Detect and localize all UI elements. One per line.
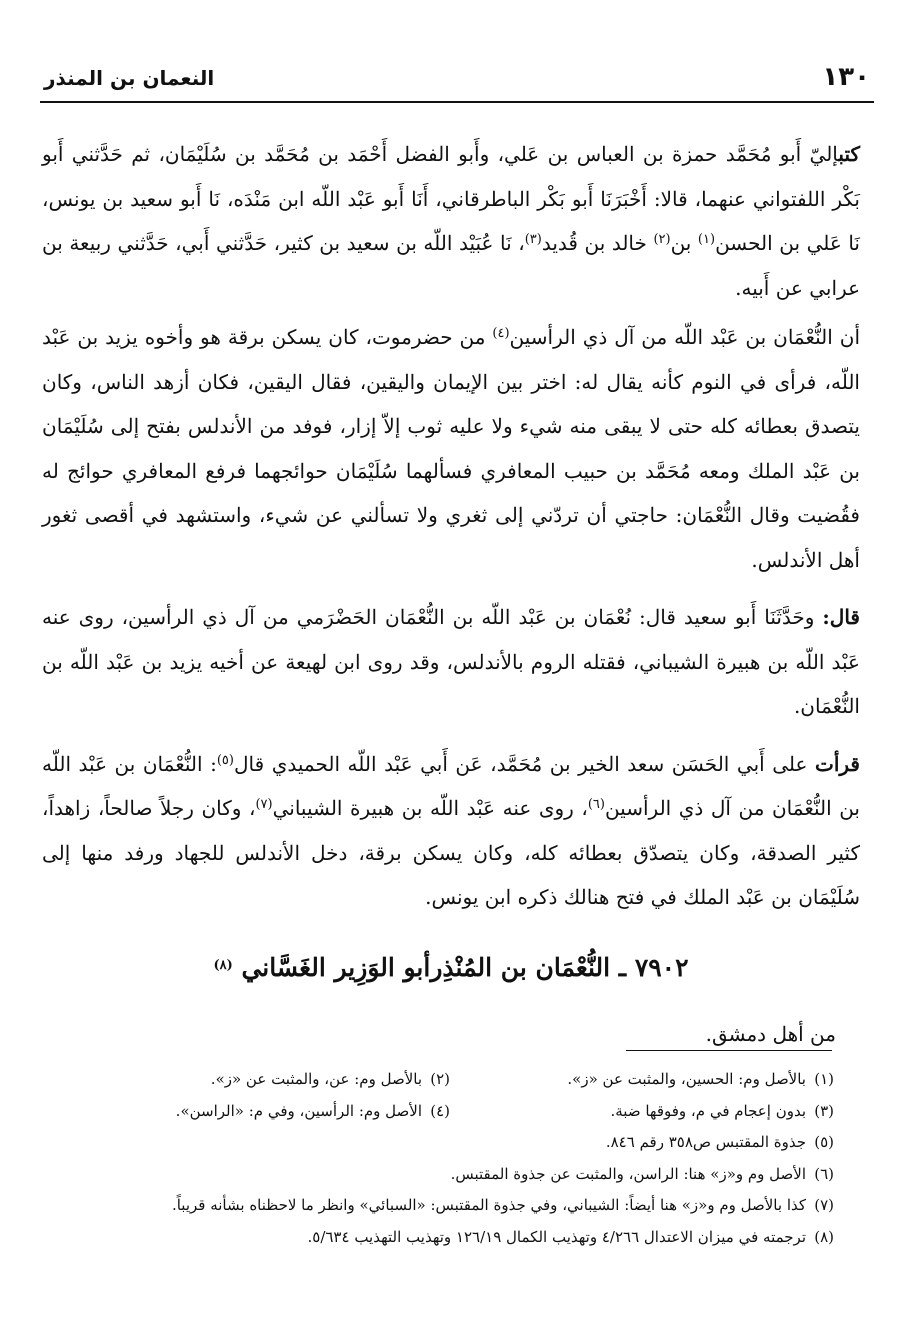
footnote-3 xyxy=(450,1096,834,1128)
footnote-text: كذا بالأصل وم و«ز» هنا أيضاً: الشيباني، وفي جذوة المقتبس: «السبائي» وانظر ما لاحظناه بشأنه قريباً. xyxy=(171,1196,806,1214)
paragraph-text: ، وكان رجلاً صالحاً، زاهداً، كثير الصدقة، وكان يتصدّق بعطائه كله، وكان يسكن برقة، دخل الأندلس للجهاد ورفد منها إلى سُلَيْمَان بن عَبْد الملك في فتح هنالك ذكره ابن يونس. xyxy=(42,796,860,909)
footnote-number: (٤) xyxy=(430,1101,450,1120)
paragraph-text: : النُّعْمَان بن عَبْد اللّه بن النُّعْمَان من آل ذي الرأسين xyxy=(42,751,860,820)
footnote-number: (٢) xyxy=(430,1070,450,1088)
footnote-ref-1: (١) xyxy=(697,232,716,247)
footnote-ref-7: (٧) xyxy=(255,797,273,812)
footnote-7 xyxy=(66,1190,834,1222)
footnote-2 xyxy=(66,1064,450,1096)
footnote-number: (٨) xyxy=(814,1227,834,1246)
footnote-ref-5: (٥) xyxy=(216,752,234,768)
footnote-ref-8: (٨) xyxy=(213,957,233,973)
paragraph-text: خالد بن قُديد xyxy=(541,231,654,255)
entry-title xyxy=(42,944,860,992)
footnote-ref-4: (٤) xyxy=(492,326,510,341)
paragraph-lead: قرأت xyxy=(815,751,860,776)
footnote-4 xyxy=(66,1096,450,1128)
main-text xyxy=(42,132,860,1052)
footnote-text: بالأصل وم: الحسين، والمثبت عن «ز». xyxy=(567,1070,806,1088)
paragraph-text: أن النُّعْمَان بن عَبْد اللّه من آل ذي الرأسين xyxy=(509,325,861,349)
paragraph-text: ، روى عنه عَبْد اللّه بن هبيرة الشيباني xyxy=(272,796,588,820)
footnote-number: (٦) xyxy=(814,1164,834,1183)
footnote-ref-3: (٣) xyxy=(524,232,542,247)
footnote-number: (٥) xyxy=(814,1133,834,1151)
footnote-text: بالأصل وم: عن، والمثبت عن «ز». xyxy=(210,1070,422,1088)
paragraph-text: من حضرموت، كان يسكن برقة هو وأخوه يزيد بن عَبْد اللّه، فرأى في النوم كأنه يقال له: اختر بين الإيمان واليقين، فقال اليقين، فكان أزهد الناس، وكان يتصدق بعطائه كله حتى لا يبقى منه شيء ولا عليه ثوب إلاّ إزار، فوفد من الأندلس بفتح إلى سُلَيْمَان بن عَبْد الملك ومعه مُحَمَّد بن حبيب المعافري فسألهما سُلَيْمَان حوائجهما فرفع المعافري حوائج له فقُضيت وقال النُّعْمَان: حاجتي أن تردّني إلى ثغري ولا تسألني عن شيء، واستشهد في أقصى ثغور أهل الأندلس. xyxy=(42,325,860,572)
paragraph-lead: كتب xyxy=(838,142,860,166)
footnote-text: الأصل وم و«ز» هنا: الراسن، والمثبت عن جذوة المقتبس. xyxy=(450,1164,806,1183)
page-number: ١٣٠ xyxy=(822,62,870,92)
footnote-text: ترجمته في ميزان الاعتدال ٤/٢٦٦ وتهذيب الكمال ١٢٦/١٩ وتهذيب التهذيب ٥/٦٣٤. xyxy=(307,1227,806,1246)
paragraph-text: بن xyxy=(670,231,698,255)
paragraph-lead: قال: xyxy=(822,605,860,629)
footnote-8 xyxy=(66,1222,834,1254)
footnote-ref-6: (٦) xyxy=(587,797,605,812)
footnote-number: (١) xyxy=(814,1070,834,1088)
entry-title-text: ٧٩٠٢ ـ النُّعْمَان بن المُنْذِرأبو الوَزِير الغَسَّاني xyxy=(241,952,689,982)
footnote-1 xyxy=(450,1064,834,1096)
footnotes xyxy=(66,1064,834,1253)
footnote-text: بدون إعجام في م، وفوقها ضبة. xyxy=(610,1101,806,1120)
paragraph-qaratu xyxy=(42,742,860,920)
footnote-row xyxy=(66,1096,834,1128)
running-header xyxy=(40,58,874,102)
footnote-text: جذوة المقتبس ص٣٥٨ رقم ٨٤٦. xyxy=(605,1133,806,1151)
header-divider xyxy=(40,101,874,103)
footnote-ref-2: (٢) xyxy=(653,232,671,247)
footnote-number: (٣) xyxy=(814,1101,834,1120)
running-title: النعمان بن المنذر xyxy=(44,66,215,90)
footnote-6 xyxy=(66,1159,834,1191)
footnote-row xyxy=(66,1064,834,1096)
entry-origin: من أهل دمشق. xyxy=(705,1021,836,1046)
paragraph-text: ، نَا عُبَيْد اللّه بن سعيد بن كثير، حَدَّثني أَبي، حَدَّثني ربيعة بن عرابي عن أَبيه. xyxy=(42,231,860,300)
paragraph-text: على أَبي الحَسَن سعد الخير بن مُحَمَّد، عَن أَبي عَبْد اللّه الحميدي قال xyxy=(233,751,815,776)
paragraph-qala xyxy=(42,595,860,729)
paragraph-text: وحَدَّثَنَا أَبو سعيد قال: نُعْمَان بن عَبْد اللّه بن النُّعْمَان الحَضْرَمي من آل ذي الرأسين، روى عنه عَبْد اللّه بن هبيرة الشيباني، فقتله الروم بالأندلس، وقد روى ابن لهيعة عن أخيه يزيد بن عَبْد اللّه بن النُّعْمَان. xyxy=(42,605,860,718)
footnote-text: الأصل وم: الرأسين، وفي م: «الراسن». xyxy=(175,1101,422,1120)
footnote-divider xyxy=(626,1050,832,1051)
paragraph-isnad xyxy=(42,132,860,310)
footnote-5 xyxy=(66,1127,834,1159)
paragraph-text: إليّ أَبو مُحَمَّد حمزة بن العباس بن عَلي، وأَبو الفضل أَحْمَد بن مُحَمَّد بن سُلَيْمَان، ثم حَدَّثني أَبو بَكْر اللفتواني عنهما، قالا: أَخْبَرَنَا أَبو بَكْر الباطرقاني، أَنَا أَبو عَبْد اللّه ابن مَنْدَه، نَا أَبو سعيد بن يونس، نَا عَلي بن الحسن xyxy=(42,142,860,255)
paragraph-narrative xyxy=(42,315,860,582)
footnote-number: (٧) xyxy=(814,1196,834,1214)
